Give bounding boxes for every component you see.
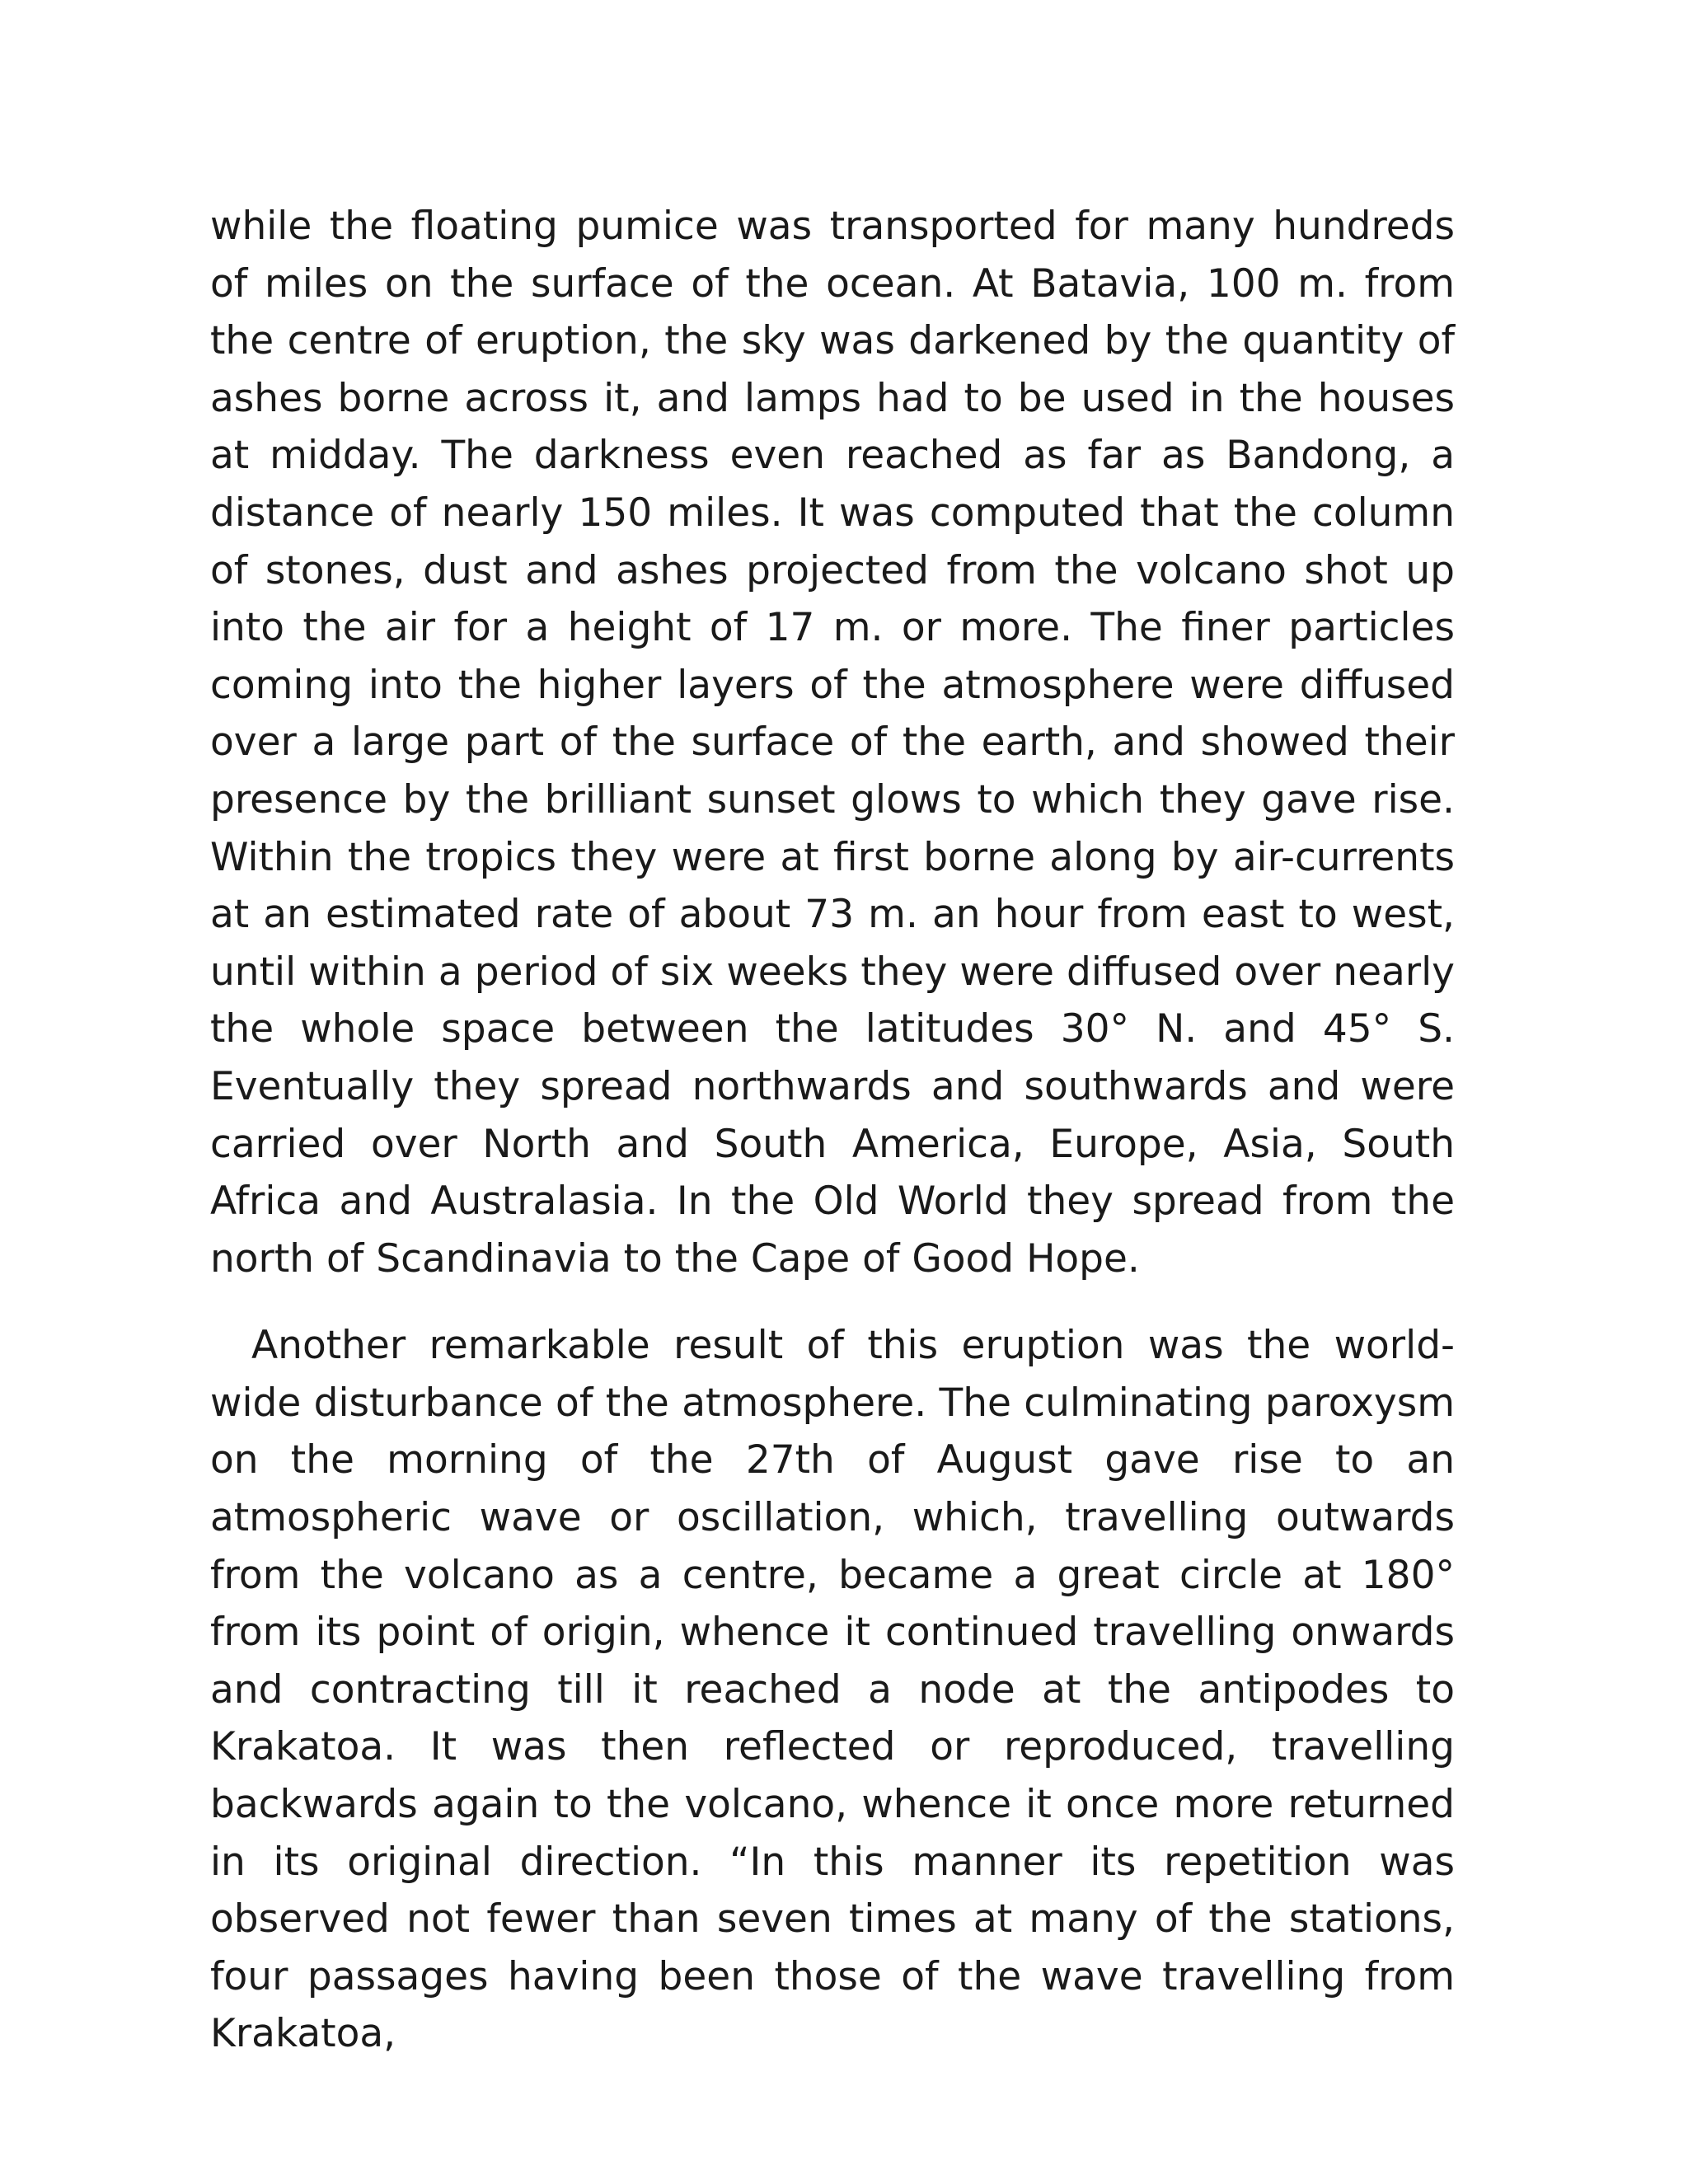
paragraph-2: Another remarkable result of this eruption was the world-wide disturbance of the atmosphere. The culminating paroxysm on the morning of the 27th of August gave rise to an atmospheric wave or oscillation, which, travelling outwards from the volcano as a centre, became a great circle at 180° from its point of origin, whence it continued travelling onwards and contracting till it reached a node at the antipodes to Krakatoa. It was then reflected or reproduced, travelling backwards again to the volcano, whence it once more returned in its original direction. “In this manner its repetition was observed not fewer than seven times at many of the stations, four passages having been those of the wave travelling from Krakatoa,	[210, 1323, 1455, 2057]
paragraph-1: while the floating pumice was transported for many hundreds of miles on the surface of the ocean. At Batavia, 100 m. from the centre of eruption, the sky was darkened by the quantity of ashes borne across it, and lamps had to be used in the houses at midday. The darkness even reached as far as Bandong, a distance of nearly 150 miles. It was computed that the column of stones, dust and ashes projected from the volcano shot up into the air for a height of 17 m. or more. The finer particles coming into the higher layers of the atmosphere were diffused over a large part of the surface of the earth, and showed their presence by the brilliant sunset glows to which they gave rise. Within the tropics they were at first borne along by air-currents at an estimated rate of about 73 m. an hour from east to west, until within a period of six weeks they were diffused over nearly the whole space between the latitudes 30° N. and 45° S. Eventually they spread northwards and southwards and were carried over North and South America, Europe, Asia, South Africa and Australasia. In the Old World they spread from the north of Scandinavia to the Cape of Good Hope.	[210, 204, 1455, 1282]
body-text	[210, 198, 1455, 2063]
